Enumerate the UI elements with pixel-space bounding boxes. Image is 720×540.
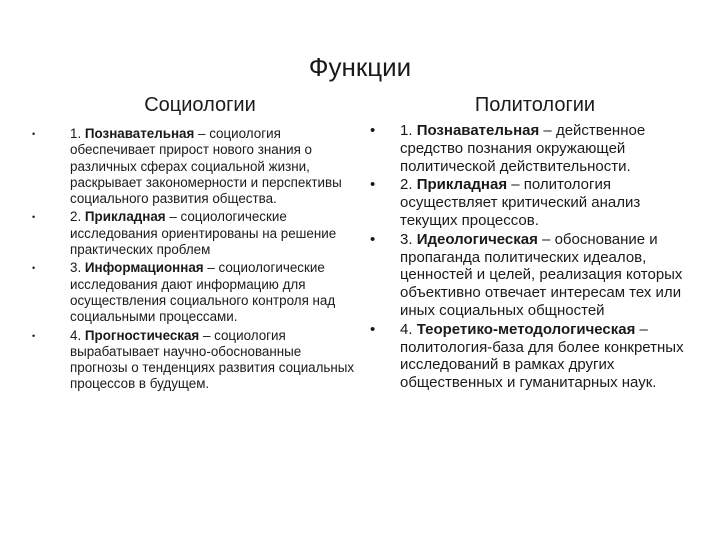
item-text: – политология осуществляет критический анализ текущих процессов. — [400, 176, 641, 229]
item-title: Прикладная — [84, 209, 166, 225]
item-title: Познавательная — [416, 122, 540, 139]
bullet-icon: • — [32, 212, 36, 223]
list-item — [32, 209, 355, 258]
bullet-icon: • — [32, 263, 36, 274]
item-text: – действенное средство познания окружающей политической действительности. — [400, 122, 646, 175]
item-number: 3. — [400, 230, 413, 248]
sociology-functions-list — [32, 126, 355, 395]
bullet-icon: • — [370, 320, 376, 338]
item-number: 2. — [400, 176, 413, 194]
item-title: Информационная — [84, 260, 204, 276]
list-item — [32, 327, 355, 393]
item-text: – обоснование и пропаганда политических идеалов, ценностей и целей, реализация которых объективно отвечает интересам тех или иных социальных общностей — [400, 230, 683, 319]
item-number: 3. — [70, 260, 82, 276]
item-number: 1. — [70, 126, 82, 141]
list-item — [370, 320, 685, 392]
item-text: – социологические исследования ориентированы на решение практических проблем — [70, 209, 337, 258]
bullet-icon: • — [32, 330, 36, 341]
item-number: 2. — [70, 209, 82, 225]
bullet-icon: • — [370, 122, 376, 139]
item-title: Прогностическая — [84, 327, 200, 343]
list-item — [370, 230, 685, 320]
politology-heading: Политологии — [474, 94, 596, 116]
item-title: Теоретико-методологическая — [416, 320, 636, 338]
item-number: 4. — [400, 320, 413, 338]
item-text: – социология обеспечивает прирост нового знания о различных сферах социальной жизни, раскрывает закономерности и перспективы социального развития общества. — [70, 126, 342, 207]
list-item — [32, 260, 355, 325]
item-title: Идеологическая — [416, 230, 538, 248]
item-title: Прикладная — [416, 176, 508, 194]
politology-functions-list — [370, 122, 685, 393]
item-number: 4. — [70, 327, 82, 343]
list-item — [370, 122, 685, 175]
bullet-icon: • — [32, 129, 36, 139]
item-title: Познавательная — [84, 126, 195, 141]
bullet-icon: • — [370, 176, 376, 194]
list-item — [32, 126, 355, 207]
bullet-icon: • — [370, 230, 376, 248]
slide-title: Функции — [308, 52, 412, 82]
item-text: – политология-база для более конкретных исследований в рамках других общественных и гуманитарных наук. — [400, 320, 684, 392]
item-number: 1. — [400, 122, 413, 139]
list-item — [370, 176, 685, 229]
item-text: – социология вырабатывает научно-обоснованные прогнозы о тенденциях развития социальных процессов в будущем. — [70, 327, 355, 392]
sociology-heading: Социологии — [144, 94, 256, 116]
item-text: – социологические исследования дают информацию для осуществления социального контроля над социальными процессами. — [70, 260, 336, 325]
